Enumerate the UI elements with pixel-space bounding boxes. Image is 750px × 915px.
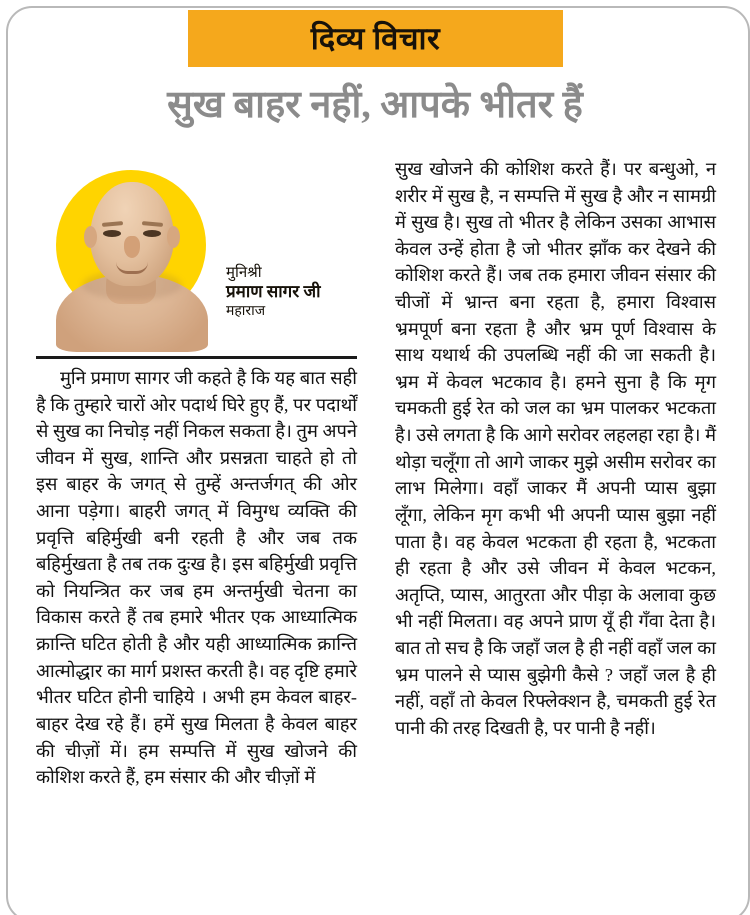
portrait-ear-right: [167, 226, 180, 248]
portrait-ear-left: [84, 226, 97, 248]
author-photo-block: [36, 156, 357, 352]
portrait-eye-right: [143, 230, 161, 237]
masthead-title: दिव्य विचार: [310, 21, 441, 56]
caption-line-3: महाराज: [226, 304, 266, 320]
column-divider-rule: [36, 356, 357, 359]
caption-line-1: मुनिश्री: [226, 265, 262, 281]
left-column: [36, 156, 357, 908]
left-column-body-text: मुनि प्रमाण सागर जी कहते है कि यह बात सही है कि तुम्हारे चारों ओर पदार्थ घिरे हुए हैं, पर पदार्थों से सुख का निचोड़ नहीं निकल सकता है। तुम अपने जीवन में सुख, शान्ति और प्रसन्नता चाहते हो तो इस बाहर के जगत् से तुम्हें अन्तर्जगत् की ओर आना पड़ेगा। बाहरी जगत् में विमुग्ध व्यक्ति की प्रवृत्ति बहिर्मुखी बनी रहती है और जब तक बहिर्मुखता है तब तक दुःख है। इस बहिर्मुखी प्रवृत्ति को नियन्त्रित कर जब हम अन्तर्मुखी चेतना का विकास करते हैं तब हमारे भीतर एक आध्यात्मिक क्रान्ति घटित होती है और यही आध्यात्मिक क्रान्ति आत्मोद्धार का मार्ग प्रशस्त करती है। वह दृष्टि हमारे भीतर घटित होनी चाहिये । अभी हम केवल बाहर-बाहर देख रहे हैं। हमें सुख मिलता है केवल बाहर की चीज़ों में। हम सम्पत्ति में सुख खोजने की कोशिश करते हैं, हम संसार की और चीज़ों में: [36, 368, 357, 788]
right-column: [395, 156, 716, 908]
masthead-banner: [188, 10, 563, 67]
article-columns: [36, 156, 716, 908]
right-column-body-text: सुख खोजने की कोशिश करते हैं। पर बन्धुओ, न शरीर में सुख है, न सम्पत्ति में सुख है और न सामग्री में सुख है। सुख तो भीतर है लेकिन उसका आभास केवल उन्हें होता है जो भीतर झाँक कर देखने की कोशिश करते हैं। जब तक हमारा जीवन संसार की चीजों में भ्रान्त बना रहता है, हमारा विश्वास भ्रमपूर्ण बना रहता है और भ्रम पूर्ण विश्वास के साथ यथार्थ की उपलब्धि नहीं की जा सकती है। भ्रम में केवल भटकाव है। हमने सुना है कि मृग चमकती हुई रेत को जल का भ्रम पालकर भटकता है। उसे लगता है कि आगे सरोवर लहलहा रहा है। मैं थोड़ा चलूँगा तो आगे जाकर मुझे असीम सरोवर का लाभ मिलेगा। वहाँ जाकर मैं अपनी प्यास बुझा लूँगा, लेकिन मृग कभी भी अपनी प्यास बुझा नहीं पाता है। वह केवल भटकता ही रहता है, भटकता ही रहता है और उसे जीवन में केवल भटकन, अतृप्ति, प्यास, आतुरता और पीड़ा के अलावा कुछ भी नहीं मिलता। वह अपने प्राण यूँ ही गँवा देता है। बात तो सच है कि जहाँ जल है ही नहीं वहाँ जल का भ्रम पालने से प्यास बुझेगी कैसे ? जहाँ जल है ही नहीं, वहाँ तो केवल रिफ्लेक्शन है, चमकती हुई रेत पानी की तरह दिखती है, पर पानी है नहीं।: [395, 159, 716, 738]
monk-portrait-image: [54, 174, 210, 352]
caption-line-2: प्रमाण सागर जी: [226, 282, 321, 302]
article-headline: सुख बाहर नहीं, आपके भीतर हैं: [167, 84, 583, 126]
author-caption: [226, 264, 361, 320]
portrait-eye-left: [103, 230, 121, 237]
portrait-nose: [124, 236, 140, 258]
